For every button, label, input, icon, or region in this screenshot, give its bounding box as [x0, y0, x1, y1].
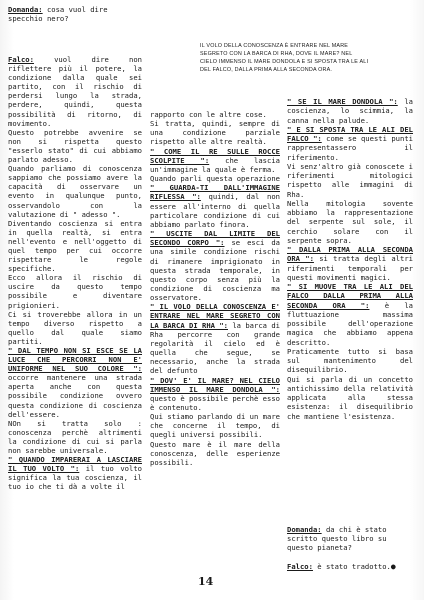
keyword-quote: " IL VOLO DELLA CONOSCENZA E' ENTRARE NEL MARE SEGRETO CON LA BARCA DI RHA ": [150, 302, 280, 330]
column-2 [150, 110, 280, 467]
column-1 [8, 55, 142, 492]
paragraph [8, 455, 142, 491]
paragraph: Ci si troverebbe allora in un tempo diverso rispetto a quello dal quale siamo partiti. [8, 309, 142, 346]
paragraph: Quando parliamo di conoscenza sappiamo che possiamo avere la capacità di osservare un evento in qualunque punto, osservandolo con la valutazione di " adesso ". [8, 164, 142, 219]
paragraph: Vi senz'altro già conoscete i riferimenti mitologici rispetto alle immagini di Rha. [287, 161, 413, 199]
paragraph [150, 376, 280, 413]
keyword-quote: " SI MUOVE TRA LE ALI DEL FALCO DALLA PRIMA ALLA SECONDA ORA ": [287, 282, 413, 310]
speaker-label: Domanda: [287, 525, 322, 534]
paragraph-text: vuol dire non riflettere più il potere, la condizione dalla quale sei partito, con il rischio di perdersi lungo la strada, perdere, quindi, questa possibilità di ritorno, di movimento. [8, 55, 142, 128]
paragraph-text: il tuo volto significa la tua coscienza, il tuo io che ti dà a volte il [8, 464, 142, 492]
paragraph [150, 147, 280, 174]
paragraph-text: Quando parli questa operazione [150, 174, 280, 184]
paragraph-text: quindi, dal non essere all'interno di quella particolare condizione di cui abbiamo parlato finora. [150, 192, 280, 229]
keyword-quote: " E SI SPOSTA TRA LE ALI DEL FALCO ": [287, 124, 413, 143]
paragraph: Ecco allora il rischio di uscire da questo tempo possibile e diventare prigionieri. [8, 273, 142, 310]
keyword-quote: " GUARDA-TI DALL'IMMAGINE RIFLESSA ": [150, 183, 280, 202]
pull-quote: IL VOLO DELLA CONOSCENZA È ENTRARE NEL MARE SEGRETO CON LA BARCA DI RHA, DOVE IL MARE? NEL CIELO IMMENSO IL MARE DONDOLA E SI SPOSTA TRA LE ALI DEL FALCO, DALLA PRIMA ALLA SECONDA ORA. [200, 43, 369, 73]
paragraph [8, 346, 142, 419]
paragraph-text: che lascia un'immagine la quale è ferma. [150, 155, 280, 174]
keyword-quote: " QUANDO IMPARERAI A LASCIARE IL TUO VOLTO ": [8, 455, 142, 474]
keyword-quote: " DALLA PRIMA ALLA SECONDA ORA ": [287, 245, 413, 264]
paragraph: NOn si tratta solo : conoscenza perchè altrimenti la condizione di cui si parla non sarebbe universale. [8, 418, 142, 456]
paragraph: Praticamente tutto si basa sul mantenimento del disequilibrio. [287, 346, 413, 375]
intro-question [8, 6, 143, 24]
end-bullet-icon: ● [390, 562, 396, 571]
paragraph [287, 245, 413, 282]
paragraph [287, 125, 413, 162]
keyword-quote: " DAL TEMPO NON SI ESCE SE LA LUCE CHE PERCORRI NON E' UNIFORME NEL SUO COLORE ": [8, 346, 142, 374]
speaker-label: Falco: [8, 55, 34, 64]
paragraph: Diventando coscienza si entra in quella realtà, si entra nell'evento e nell'oggetto di quel tempo per cui occorre rispettare le regole specifiche. [8, 218, 142, 274]
paragraph [287, 97, 413, 125]
answer-text: è stato tradotto. [312, 562, 391, 571]
paragraph-text: questo è possibile perchè esso è contenuto. [150, 393, 280, 412]
keyword-quote: " DOV' E' IL MARE? NEL CIELO IMMENSO IL MARE DONDOLA ": [150, 375, 280, 394]
paragraph-text: si tratta degli altri riferimenti temporali per questi movimenti magici. [287, 254, 413, 282]
paragraph [287, 282, 413, 347]
paragraph-text: se esci da una simile condizione rischi di rimanere imprigionato in questa strada temporale, in questo corpo senza più la condizione di coscienza ma osservatore. [150, 238, 280, 303]
page-number: 14 [198, 575, 214, 588]
paragraph: Questo mare è il mare della conoscenza, delle esperienze possibili. [150, 439, 280, 467]
paragraph-text: la coscienza, lo scimmia, la canna nella palude. [287, 97, 413, 125]
keyword-quote: " USCITE DAL LIMITE DEL SECONDO CORPO ": [150, 229, 280, 248]
paragraph: rapporto con le altre cose. [150, 110, 267, 119]
paragraph [150, 302, 280, 375]
closing-question [287, 525, 413, 553]
speaker-label: Falco: [287, 562, 313, 571]
question-text: cosa vuol dire specchio nero? [8, 5, 108, 23]
paragraph [150, 174, 280, 229]
paragraph [8, 55, 142, 128]
paragraph: Questo potrebbe avvenire se non si rispetta questo "esserlo stato" di cui abbiamo parlato adesso. [8, 127, 142, 165]
paragraph: Qui si parla di un concetto antichissimo della relatività applicata alla stessa esistenza: il disequilibrio che mantiene l'esistenza. [287, 374, 413, 421]
column-3 [287, 97, 413, 421]
paragraph: Nella mitologia sovente abbiamo la rappresentazione del serpente sul sole, il cerchio solare con il serpente sopra. [287, 198, 413, 245]
paragraph-text: è la fluttuazione massima possibile dell'operazione magica che abbiamo appena descritto. [287, 300, 413, 347]
closing-answer [287, 562, 413, 571]
paragraph-text: come se questi punti rappresentassero il riferimento. [287, 134, 413, 162]
speaker-label: Domanda: [8, 5, 43, 14]
paragraph: Si tratta, quindi, sempre di una condizione parziale rispetto alle altre realtà. [150, 119, 280, 147]
paragraph: Qui stiamo parlando di un mare che concerne il tempo, di quegli universi possibili. [150, 412, 280, 440]
keyword-quote: " SE IL MARE DONDOLA ": [287, 97, 398, 106]
question-text: da chi è stato scritto questo libro su questo pianeta? [287, 525, 387, 553]
paragraph [150, 229, 280, 302]
paragraph-text: occorre mantenere una strada aperta anche con questa possibile condizione ovvero questa condizione di coscienza dell'essere. [8, 373, 142, 419]
paragraph-text: la barca di Rha percorre con grande regolarità il cielo ed è quella che segue, se necessario, anche la strada del defunto [150, 320, 281, 376]
keyword-quote: " COME IL RE SULLE ROCCE SCOLPITE ": [150, 146, 280, 165]
